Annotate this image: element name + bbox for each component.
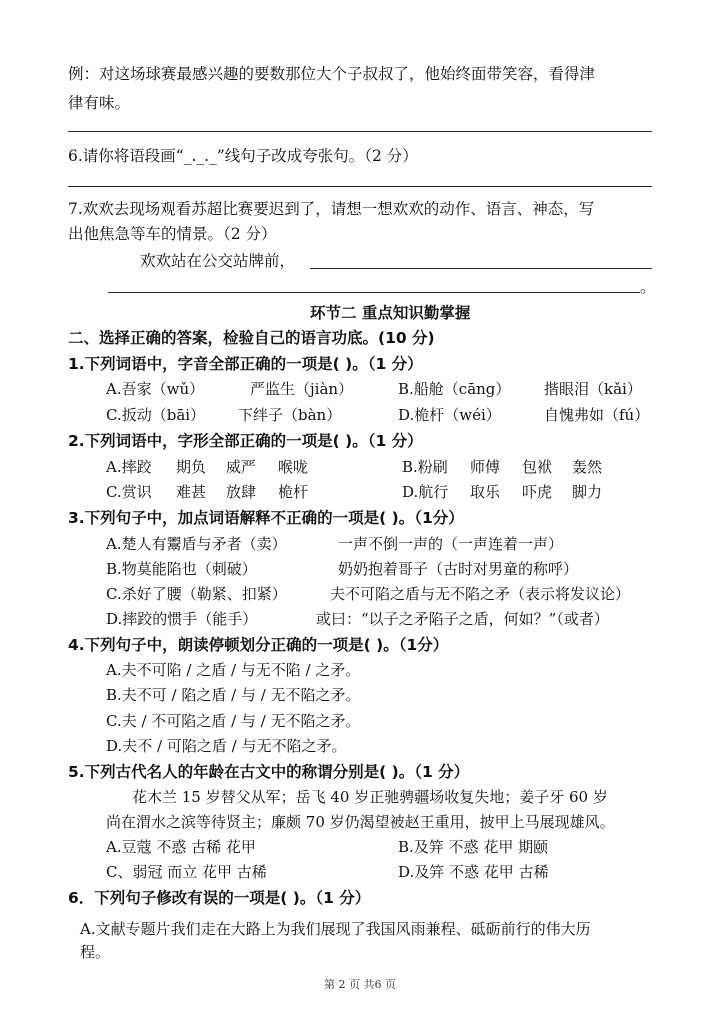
option-cell: A.楚人有鬻盾与矛者（卖） <box>106 535 287 553</box>
option-cell: 自愧弗如（fú） <box>544 406 650 424</box>
question-stem: 6．下列句子修改有误的一项是( )。（1 分） <box>68 889 371 907</box>
option-cell: D.航行 <box>402 483 449 501</box>
option-cell: B.物莫能陷也（刺破） <box>106 560 257 578</box>
option-cell: 奶奶抱着哥子（古时对男童的称呼） <box>338 560 579 578</box>
option-cell: A.豆蔻 不惑 古稀 花甲 <box>106 838 256 856</box>
option-cell: D.桅杆（wéi） <box>398 406 501 424</box>
question-stem: 2.下列词语中，字形全部正确的一项是( )。（1 分） <box>68 432 423 450</box>
example-line-2: 律有味。 <box>68 94 131 112</box>
question-stem: 1.下列词语中，字音全部正确的一项是( )。（1 分） <box>68 355 423 373</box>
option-cell: 放肆 <box>226 483 257 501</box>
option-cell: 一声不倒一声的（一声连着一声） <box>338 535 564 553</box>
option-cell: 严监生（jiàn） <box>250 380 354 398</box>
option-line: 程。 <box>80 943 111 961</box>
option-cell: 喉咙 <box>278 458 309 476</box>
question-stem: 4.下列句子中，朗读停顿划分正确的一项是( )。（1分） <box>68 636 449 654</box>
page-footer: 第 2 页 共6 页 <box>324 978 396 991</box>
option-line: B.夫不可 / 陷之盾 / 与 / 无不陷之矛。 <box>106 686 361 704</box>
option-cell: D.及笄 不惑 花甲 古稀 <box>398 863 549 881</box>
option-line: C.夫 / 不可陷之盾 / 与 / 无不陷之矛。 <box>106 712 361 730</box>
option-cell: 吓虎 <box>522 483 553 501</box>
question-stem: 5.下列古代名人的年龄在古文中的称谓分别是( )。（1 分） <box>68 763 470 781</box>
option-line: D.夫不 / 可陷之盾 / 与无不陷之矛。 <box>106 737 347 755</box>
section-heading: 环节二 重点知识勤掌握 <box>310 304 471 322</box>
section-subheading: 二、选择正确的答案，检验自己的语言功底。(10 分) <box>68 329 435 347</box>
option-cell: B.船舱（cāng） <box>398 380 511 398</box>
option-cell: 夫不可陷之盾与无不陷之矛（表示将发议论） <box>330 585 631 603</box>
question-7-end-mark: 。 <box>640 278 656 296</box>
option-cell: 轰然 <box>572 458 603 476</box>
example-line-1: 例：对这场球赛最感兴趣的要数那位大个子叔叔了，他始终面带笑容，看得津 <box>68 65 596 83</box>
option-cell: A.摔跤 <box>106 458 152 476</box>
question-7-prompt: 欢欢站在公交站牌前， <box>140 252 296 270</box>
option-cell: 脚力 <box>572 483 603 501</box>
option-cell: D.摔跤的惯手（能手） <box>106 610 258 628</box>
option-cell: 桅杆 <box>278 483 309 501</box>
option-cell: B.粉刷 <box>402 458 448 476</box>
question-stem: 3.下列句子中，加点词语解释不正确的一项是( )。（1分） <box>68 509 464 527</box>
answer-line <box>310 268 652 269</box>
option-cell: 包袱 <box>522 458 553 476</box>
option-cell: 下绊子（bàn） <box>238 406 342 424</box>
question-7-line-2: 出他焦急等车的情景。（2 分） <box>68 225 277 243</box>
question-6-rewrite: 6.请你将语段画“_._._”线句子改成夸张句。（2 分） <box>68 147 418 165</box>
option-cell: C.杀好了腰（勒紧、扣紧） <box>106 585 287 603</box>
option-cell: 期负 <box>176 458 207 476</box>
option-cell: A.吾家（wǔ） <box>106 380 205 398</box>
answer-line <box>68 186 652 187</box>
passage-line: 尚在渭水之滨等待贤主；廉颇 70 岁仍渴望被赵王重用，披甲上马展现雄风。 <box>106 813 615 831</box>
option-line: A.夫不可陷 / 之盾 / 与无不陷 / 之矛。 <box>106 661 361 679</box>
option-cell: 取乐 <box>470 483 501 501</box>
option-cell: 揩眼泪（kǎi） <box>544 380 642 398</box>
question-7-line-1: 7.欢欢去现场观看苏超比赛要迟到了，请想一想欢欢的动作、语言、神态，写 <box>68 200 595 218</box>
option-cell: 或曰：“以子之矛陷子之盾，何如？”（或者） <box>316 610 609 628</box>
option-cell: 难甚 <box>176 483 207 501</box>
option-line: A.文献专题片我们走在大路上为我们展现了我国风雨兼程、砥砺前行的伟大历 <box>80 920 591 938</box>
option-cell: C、弱冠 而立 花甲 古稀 <box>106 863 267 881</box>
passage-line: 花木兰 15 岁替父从军；岳飞 40 岁正驰骋疆场收复失地；姜子牙 60 岁 <box>132 788 608 806</box>
option-cell: 师傅 <box>470 458 501 476</box>
answer-line <box>108 292 640 293</box>
answer-line <box>68 131 652 132</box>
option-cell: 威严 <box>226 458 257 476</box>
option-cell: C.赏识 <box>106 483 152 501</box>
option-cell: C.扳动（bāi） <box>106 406 206 424</box>
option-cell: B.及笄 不惑 花甲 期颐 <box>398 838 549 856</box>
